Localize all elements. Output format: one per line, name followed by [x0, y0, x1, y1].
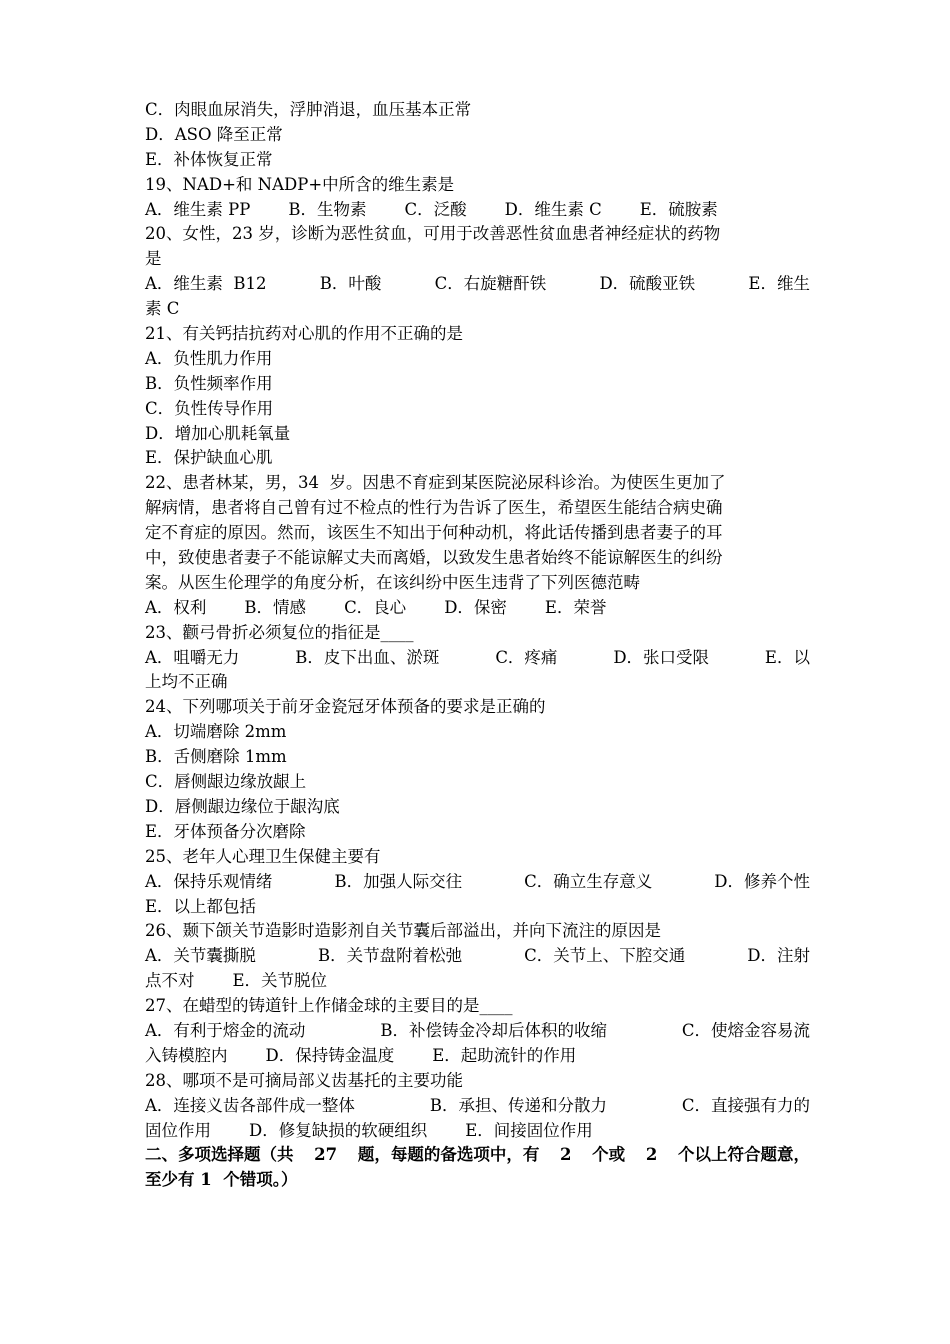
- q26-stem: 26、颞下颌关节造影时造影剂自关节囊后部溢出，并向下流注的原因是: [145, 921, 661, 941]
- q24-option-b: B．舌侧磨除 1mm: [145, 747, 287, 767]
- q23-options-wrap: 上均不正确: [145, 672, 228, 692]
- q28-options-wrap: [145, 1119, 810, 1144]
- q19-options: [145, 198, 810, 223]
- section2-heading: [145, 1143, 810, 1168]
- q22-stem-line4: 中，致使患者妻子不能谅解丈夫而离婚，以致发生患者始终不能谅解医生的纠纷: [145, 548, 723, 568]
- section2-heading-num2: 2: [645, 1145, 658, 1165]
- q26-options-wrap: [145, 969, 810, 994]
- q19-option-d: D．维生素 C: [504, 199, 602, 219]
- q22-option-c: C．良心: [344, 597, 407, 617]
- q22-option-d: D．保密: [444, 597, 507, 617]
- q21-option-c: C．负性传导作用: [145, 398, 274, 418]
- q21-option-a: A．负性肌力作用: [145, 348, 273, 368]
- q21-option-d: D．增加心肌耗氧量: [145, 423, 291, 443]
- section2-heading-part1: 二、多项选择题（共: [145, 1145, 294, 1165]
- section2-heading-line2: 至少有 1 个错项。）: [145, 1170, 298, 1190]
- q27-options-wrap: [145, 1044, 810, 1069]
- section2-heading-part2: 题，每题的备选项中，有: [357, 1145, 540, 1165]
- q18-option-d: D．ASO 降至正常: [145, 124, 283, 144]
- q25-option-b: B．加强人际交往: [334, 871, 463, 891]
- q20-stem-line2: 是: [145, 249, 162, 269]
- q27-options: [145, 1019, 810, 1044]
- section2-heading-part3: 个或: [592, 1145, 626, 1165]
- q27-stem: 27、在蜡型的铸道针上作储金球的主要目的是____: [145, 996, 513, 1016]
- q18-option-c: C．肉眼血尿消失，浮肿消退，血压基本正常: [145, 100, 472, 119]
- document-page: [145, 98, 810, 1193]
- q27-option-e: E．起助流针的作用: [432, 1045, 577, 1065]
- q25-option-a: A．保持乐观情绪: [145, 871, 273, 891]
- q22-option-a: A．权利: [145, 597, 207, 617]
- q23-options: [145, 646, 810, 671]
- q22-stem-line3: 定不育症的原因。然而，该医生不知出于何种动机，将此话传播到患者妻子的耳: [145, 523, 723, 543]
- q20-option-b: B．叶酸: [319, 274, 382, 294]
- q19-option-e: E．硫胺素: [639, 199, 718, 219]
- q28-option-b: B．承担、传递和分散力: [429, 1095, 607, 1115]
- q24-option-c: C．唇侧龈边缘放龈上: [145, 772, 307, 792]
- q21-stem: 21、有关钙拮抗药对心肌的作用不正确的是: [145, 324, 463, 344]
- q26-option-d: D．注射: [747, 946, 810, 966]
- q26-option-e: E．关节脱位: [232, 971, 328, 991]
- section2-heading-count: 27: [314, 1145, 338, 1165]
- q25-option-d: D．修养个性: [714, 871, 810, 891]
- q20-option-a: A．维生素 B12: [145, 274, 267, 294]
- q27-option-c: C．使熔金容易流: [681, 1020, 810, 1040]
- q26-option-b: B．关节盘附着松弛: [317, 946, 463, 966]
- q23-stem: 23、颧弓骨折必须复位的指征是____: [145, 622, 414, 642]
- q19-option-a: A．维生素 PP: [145, 199, 251, 219]
- q25-option-e: E．以上都包括: [145, 896, 257, 916]
- q27-option-b: B．补偿铸金冷却后体积的收缩: [380, 1020, 607, 1040]
- q23-option-a: A．咀嚼无力: [145, 647, 240, 667]
- q24-option-d: D．唇侧龈边缘位于龈沟底: [145, 796, 340, 816]
- q22-stem-line5: 案。从医生伦理学的角度分析，在该纠纷中医生违背了下列医德范畴: [145, 572, 640, 592]
- q22-option-b: B．情感: [244, 597, 307, 617]
- q27-option-c-wrap: 入铸模腔内: [145, 1045, 228, 1065]
- q22-stem-line1: 22、患者林某，男，34 岁。因患不育症到某医院泌尿科诊治。为使医生更加了: [145, 473, 726, 493]
- q20-stem-line1: 20、女性，23 岁，诊断为恶性贫血，可用于改善恶性贫血患者神经症状的药物: [145, 224, 721, 244]
- q24-option-e: E．牙体预备分次磨除: [145, 821, 306, 841]
- section2-heading-num1: 2: [559, 1145, 572, 1165]
- q28-option-c-wrap: 固位作用: [145, 1120, 211, 1140]
- q20-options-wrap: 素 C: [145, 299, 180, 319]
- q23-option-d: D．张口受限: [613, 647, 710, 667]
- q20-option-e: E．维生: [748, 274, 810, 294]
- q25-stem: 25、老年人心理卫生保健主要有: [145, 846, 381, 866]
- q26-option-a: A．关节囊撕脱: [145, 946, 256, 966]
- q27-option-d: D．保持铸金温度: [265, 1045, 395, 1065]
- q22-options: [145, 596, 810, 621]
- q27-option-a: A．有利于熔金的流动: [145, 1020, 306, 1040]
- q28-option-a: A．连接义齿各部件成一整体: [145, 1095, 355, 1115]
- q24-option-a: A．切端磨除 2mm: [145, 722, 287, 742]
- q24-stem: 24、下列哪项关于前牙金瓷冠牙体预备的要求是正确的: [145, 697, 546, 717]
- q23-option-c: C．疼痛: [495, 647, 558, 667]
- q21-option-e: E．保护缺血心肌: [145, 448, 273, 468]
- q23-option-e: E．以: [764, 647, 810, 667]
- q19-option-b: B．生物素: [288, 199, 367, 219]
- q20-option-d: D．硫酸亚铁: [599, 274, 696, 294]
- q18-option-e: E．补体恢复正常: [145, 149, 273, 169]
- q20-options: [145, 272, 810, 297]
- q22-option-e: E．荣誉: [544, 597, 607, 617]
- q19-option-c: C．泛酸: [404, 199, 467, 219]
- q28-options: [145, 1094, 810, 1119]
- q25-option-c: C．确立生存意义: [524, 871, 653, 891]
- q20-option-c: C．右旋糖酐铁: [434, 274, 547, 294]
- q26-option-d-wrap: 点不对: [145, 971, 195, 991]
- q28-option-c: C．直接强有力的: [681, 1095, 810, 1115]
- q25-options: [145, 870, 810, 895]
- q26-options: [145, 944, 810, 969]
- q22-stem-line2: 解病情，患者将自己曾有过不检点的性行为告诉了医生，希望医生能结合病史确: [145, 498, 723, 518]
- q26-option-c: C．关节上、下腔交通: [524, 946, 686, 966]
- q28-option-d: D．修复缺损的软硬组织: [249, 1120, 428, 1140]
- q28-stem: 28、哪项不是可摘局部义齿基托的主要功能: [145, 1070, 463, 1090]
- q23-option-b: B．皮下出血、淤斑: [295, 647, 440, 667]
- q19-stem: 19、NAD+和 NADP+中所含的维生素是: [145, 174, 455, 194]
- q21-option-b: B．负性频率作用: [145, 373, 273, 393]
- q28-option-e: E．间接固位作用: [465, 1120, 593, 1140]
- section2-heading-part4: 个以上符合题意，: [677, 1145, 810, 1165]
